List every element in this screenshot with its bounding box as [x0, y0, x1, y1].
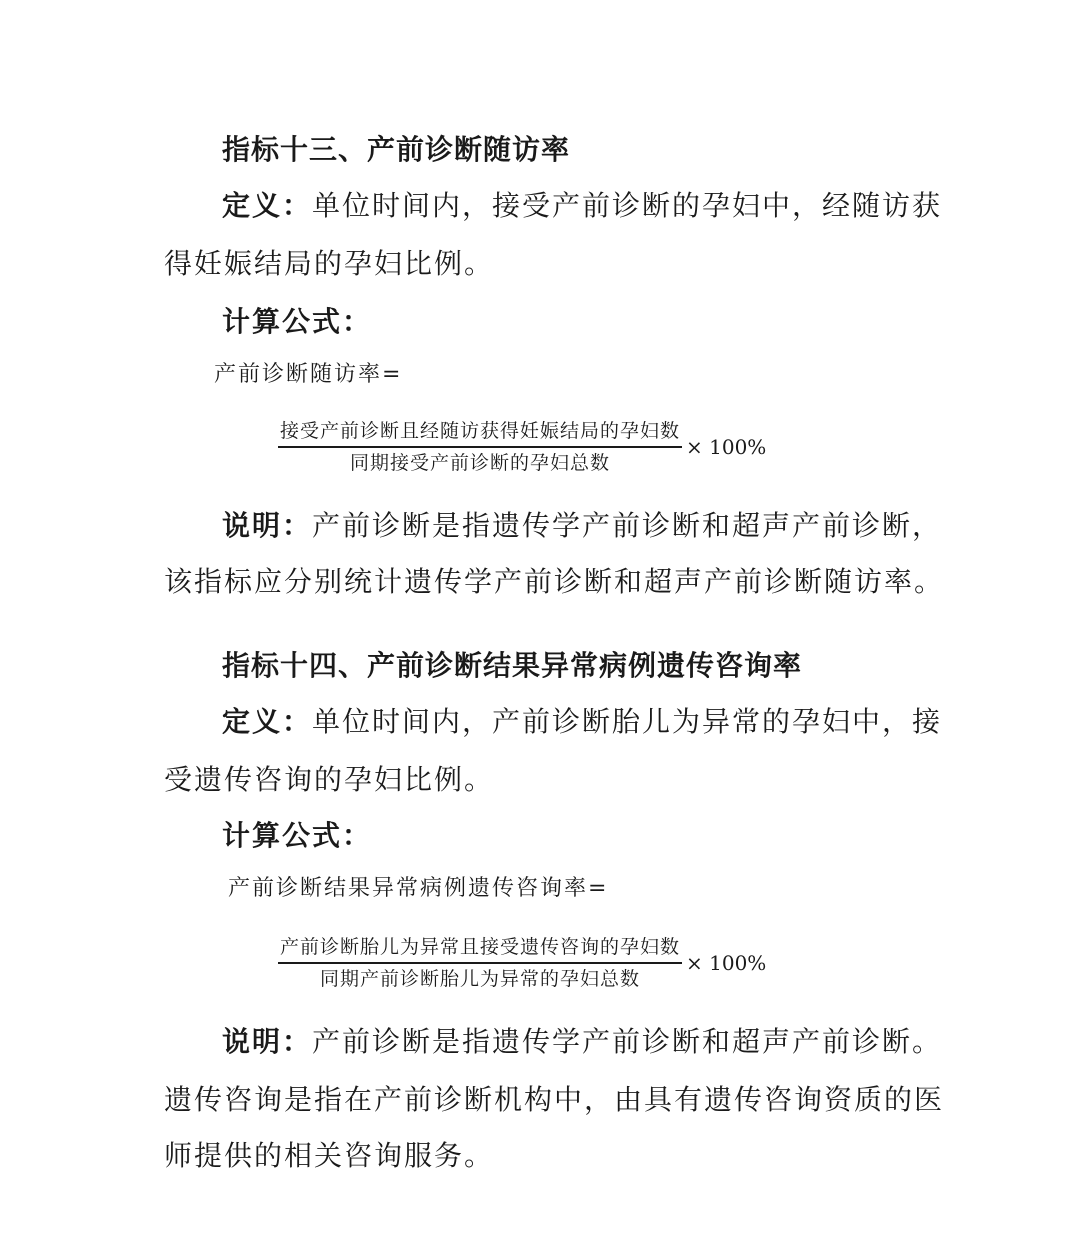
section14-fraction-bar: [278, 962, 682, 964]
section14-title: 指标十四、产前诊断结果异常病例遗传咨询率: [222, 649, 803, 682]
section13-multiplier: × 100%: [686, 435, 767, 459]
section13-note-line2: 该指标应分别统计遗传学产前诊断和超声产前诊断随访率。: [164, 565, 945, 598]
section13-title: 指标十三、产前诊断随访率: [222, 133, 571, 166]
section14-note-line3: 师提供的相关咨询服务。: [164, 1139, 495, 1172]
section14-formula-name: 产前诊断结果异常病例遗传咨询率=: [228, 876, 609, 901]
section14-note-text: 产前诊断是指遗传学产前诊断和超声产前诊断。: [312, 1025, 943, 1058]
section14-note-line2: 遗传咨询是指在产前诊断机构中，由具有遗传咨询资质的医: [164, 1083, 945, 1116]
section13-fraction-body: [278, 418, 682, 476]
section14-numerator: 产前诊断胎儿为异常且接受遗传咨询的孕妇数: [280, 936, 681, 958]
section13-note-text: 产前诊断是指遗传学产前诊断和超声产前诊断，: [312, 509, 943, 542]
section13-formula-name: 产前诊断随访率=: [214, 362, 403, 387]
section13-fraction-bar: [278, 446, 682, 448]
section13-definition-line2: 得妊娠结局的孕妇比例。: [164, 247, 495, 280]
section14-definition-line1: [222, 702, 942, 742]
section13-numerator: 接受产前诊断且经随访获得妊娠结局的孕妇数: [280, 420, 681, 442]
section14-formula-fraction: [278, 934, 766, 992]
section14-note-line1: [222, 1022, 942, 1062]
section14-fraction-body: [278, 934, 682, 992]
section13-note-label: 说明：: [222, 509, 313, 542]
section14-definition-label: 定义：: [222, 705, 313, 738]
section14-formula-label: 计算公式：: [222, 819, 373, 852]
section13-note-line1: [222, 506, 942, 546]
section13-definition-text: 单位时间内，接受产前诊断的孕妇中，经随访获: [312, 189, 943, 222]
section14-note-label: 说明：: [222, 1025, 313, 1058]
section13-formula-fraction: [278, 418, 766, 476]
section13-definition-line1: [222, 186, 942, 226]
section14-definition-text: 单位时间内，产前诊断胎儿为异常的孕妇中，接: [312, 705, 943, 738]
section13-formula-label: 计算公式：: [222, 305, 373, 338]
section14-definition-line2: 受遗传咨询的孕妇比例。: [164, 763, 495, 796]
section14-denominator: 同期产前诊断胎儿为异常的孕妇总数: [320, 968, 641, 990]
section13-denominator: 同期接受产前诊断的孕妇总数: [350, 452, 611, 474]
section13-definition-label: 定义：: [222, 189, 313, 222]
section14-multiplier: × 100%: [686, 951, 767, 975]
